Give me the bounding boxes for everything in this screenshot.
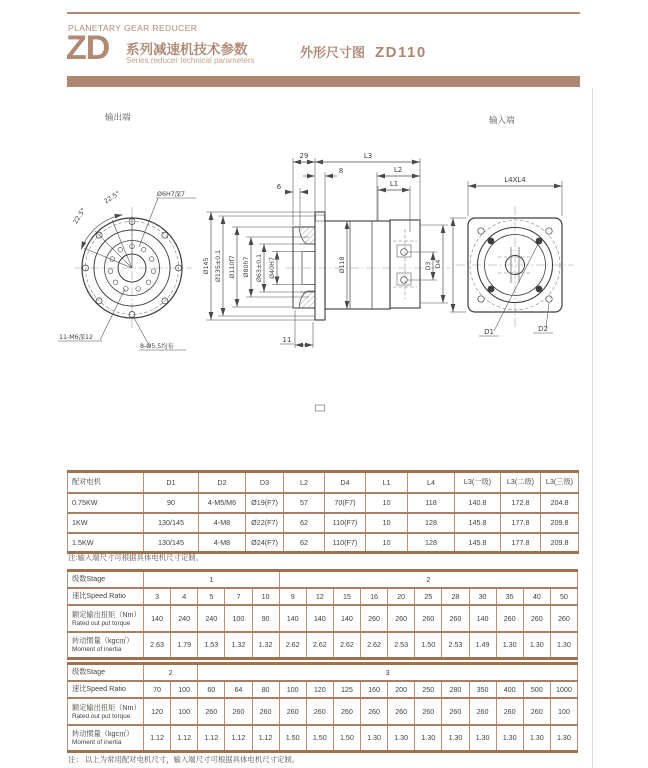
torque-cell: 90 <box>252 605 279 632</box>
ratio-cell: 500 <box>523 681 550 698</box>
ratio-cell: 28 <box>442 588 469 605</box>
ratio-cell: 160 <box>361 681 388 698</box>
table-row <box>68 664 578 681</box>
torque-cell: 260 <box>415 698 442 725</box>
stage-cell: 3 <box>198 664 578 681</box>
inertia-cell: 2.63 <box>144 632 171 659</box>
dim-L2-label: L2 <box>393 166 403 174</box>
table-cell: 4-M8 <box>199 513 246 533</box>
angle-dim-label: 22.5° <box>72 207 88 226</box>
ratio-cell: 100 <box>279 681 306 698</box>
column-header: D1 <box>144 472 199 493</box>
torque-cell: 140 <box>333 605 360 632</box>
table-cell: 130/145 <box>144 533 199 553</box>
inertia-cell: 2.53 <box>388 632 415 659</box>
ratio-cell: 200 <box>388 681 415 698</box>
inertia-cell: 1.12 <box>171 725 198 752</box>
row-label: 级数Stage <box>68 664 144 681</box>
table-cell: 130/145 <box>144 513 199 533</box>
ratio-cell: 400 <box>496 681 523 698</box>
stage-cell: 2 <box>279 571 577 588</box>
inertia-cell: 2.62 <box>306 632 333 659</box>
table-cell: 70(F7) <box>325 493 366 513</box>
column-header: L1 <box>366 472 408 493</box>
inertia-cell: 1.30 <box>388 725 415 752</box>
row-label: 速比Speed Ratio <box>68 681 144 698</box>
table-row <box>68 698 578 725</box>
table-cell: 4-M5/M6 <box>199 493 246 513</box>
table-cell: 204.8 <box>541 493 579 513</box>
column-header: 配对电机 <box>68 472 144 493</box>
table-cell: Ø22(F7) <box>246 513 284 533</box>
dia-label: Ø40H7 <box>269 257 276 279</box>
ratio-cell: 25 <box>415 588 442 605</box>
section-view <box>202 152 450 411</box>
inertia-cell: 1.12 <box>252 725 279 752</box>
table-row <box>68 681 578 698</box>
column-header: L3(二级) <box>501 472 541 493</box>
table-cell: 172.8 <box>501 493 541 513</box>
ratio-cell: 10 <box>252 588 279 605</box>
ratio-cell: 20 <box>388 588 415 605</box>
inertia-cell: 1.50 <box>306 725 333 752</box>
page-title-text: 外形尺寸图 <box>300 45 366 60</box>
output-end-label: 输出端 <box>105 113 131 123</box>
table-cell: 110(F7) <box>325 513 366 533</box>
torque-cell: 100 <box>225 605 252 632</box>
column-header: D4 <box>325 472 366 493</box>
inertia-cell: 1.53 <box>198 632 225 659</box>
table-cell: 177.8 <box>501 533 541 553</box>
dim-L4-label: L4XL4 <box>504 176 526 184</box>
technical-drawing <box>0 95 648 465</box>
table-row <box>68 632 578 659</box>
row-label: 额定输出扭矩（Nm） Rated out put torque <box>68 605 144 632</box>
angle-dim-label: 22.5° <box>103 190 122 206</box>
table-cell: 1.5KW <box>68 533 144 553</box>
table-cell: 62 <box>284 533 325 553</box>
ratio-cell: 30 <box>469 588 496 605</box>
page-title <box>300 42 427 62</box>
torque-cell: 140 <box>306 605 333 632</box>
inertia-cell: 1.30 <box>550 725 577 752</box>
ratio-cell: 12 <box>306 588 333 605</box>
table-cell: 177.8 <box>501 513 541 533</box>
inertia-cell: 2.62 <box>279 632 306 659</box>
torque-cell: 260 <box>333 698 360 725</box>
torque-cell: 260 <box>361 605 388 632</box>
torque-cell: 260 <box>496 605 523 632</box>
top-rule <box>67 12 580 14</box>
torque-cell: 240 <box>198 605 225 632</box>
ratio-cell: 64 <box>225 681 252 698</box>
inertia-cell: 1.30 <box>523 725 550 752</box>
table-cell: 145.8 <box>455 533 501 553</box>
torque-cell: 140 <box>469 605 496 632</box>
performance-table-stage-2-3 <box>67 662 578 753</box>
dia-label: Ø110f7 <box>229 255 236 279</box>
ratio-cell: 5 <box>198 588 225 605</box>
ratio-cell: 35 <box>496 588 523 605</box>
table-row <box>68 605 578 632</box>
column-header: L2 <box>284 472 325 493</box>
torque-cell: 260 <box>442 698 469 725</box>
dim-D2-label: D2 <box>538 325 548 333</box>
thru-holes-label: 8-Ø5.5均布 <box>140 343 174 350</box>
torque-cell: 260 <box>388 698 415 725</box>
dia-label: Ø145 <box>203 257 210 275</box>
ratio-cell: 250 <box>415 681 442 698</box>
inertia-cell: 1.30 <box>415 725 442 752</box>
dia-label: Ø135±0.1 <box>215 249 222 283</box>
torque-cell: 260 <box>469 698 496 725</box>
ratio-cell: 1000 <box>550 681 577 698</box>
table-row <box>68 493 579 513</box>
ratio-cell: 50 <box>550 588 577 605</box>
table-row <box>68 571 578 588</box>
ratio-cell: 80 <box>252 681 279 698</box>
table-cell: 145.8 <box>455 513 501 533</box>
torque-cell: 120 <box>144 698 171 725</box>
torque-cell: 260 <box>523 698 550 725</box>
dim-L1-label: L1 <box>389 180 399 188</box>
row-label: 级数Stage <box>68 571 144 588</box>
table-cell: 0.75KW <box>68 493 144 513</box>
inertia-cell: 1.30 <box>469 725 496 752</box>
dia-label: D4 <box>435 259 442 269</box>
column-header: D3 <box>246 472 284 493</box>
table-cell: 128 <box>408 513 455 533</box>
output-flange-view <box>58 189 196 350</box>
table-cell: 110(F7) <box>325 533 366 553</box>
ratio-cell: 100 <box>171 681 198 698</box>
table-cell: 10 <box>366 533 408 553</box>
torque-cell: 140 <box>279 605 306 632</box>
ratio-cell: 70 <box>144 681 171 698</box>
inertia-cell: 1.30 <box>496 725 523 752</box>
torque-cell: 260 <box>550 605 577 632</box>
inertia-cell: 1.30 <box>496 632 523 659</box>
inertia-cell: 1.79 <box>171 632 198 659</box>
column-header: L3(一级) <box>455 472 501 493</box>
dia-label: Ø80h7 <box>243 256 250 278</box>
ratio-cell: 15 <box>333 588 360 605</box>
table-cell: 1KW <box>68 513 144 533</box>
table-cell: 209.8 <box>541 513 579 533</box>
torque-cell: 260 <box>252 698 279 725</box>
table-cell: 209.8 <box>541 533 579 553</box>
table-cell: 62 <box>284 513 325 533</box>
row-label: 速比Speed Ratio <box>68 588 144 605</box>
dim-11-label: 11 <box>282 336 292 344</box>
inertia-cell: 1.50 <box>415 632 442 659</box>
ratio-cell: 125 <box>333 681 360 698</box>
ratio-cell: 280 <box>442 681 469 698</box>
dia-label: Ø118 <box>339 256 346 274</box>
row-label: 转动惯量（kgc㎡） Moment of inertia <box>68 632 144 659</box>
row-label: 转动惯量（kgc㎡） Moment of inertia <box>68 725 144 752</box>
torque-cell: 260 <box>496 698 523 725</box>
inertia-cell: 2.53 <box>442 632 469 659</box>
ratio-cell: 3 <box>144 588 171 605</box>
dimension-table-note: 注:输入端尺寸可根据具体电机尺寸定制。 <box>68 553 204 562</box>
table-row <box>68 725 578 752</box>
inertia-cell: 1.12 <box>225 725 252 752</box>
table-cell: 10 <box>366 493 408 513</box>
column-header: D2 <box>199 472 246 493</box>
stage-cell: 2 <box>144 664 198 681</box>
inertia-cell: 1.32 <box>225 632 252 659</box>
ratio-cell: 9 <box>279 588 306 605</box>
torque-cell: 260 <box>523 605 550 632</box>
inertia-cell: 1.12 <box>144 725 171 752</box>
inertia-cell: 1.30 <box>361 725 388 752</box>
inertia-cell: 2.62 <box>361 632 388 659</box>
table-cell: 4-M8 <box>199 533 246 553</box>
torque-cell: 260 <box>198 698 225 725</box>
torque-cell: 260 <box>306 698 333 725</box>
torque-cell: 260 <box>415 605 442 632</box>
table-cell: 57 <box>284 493 325 513</box>
inertia-cell: 1.30 <box>523 632 550 659</box>
series-subtitle: Series reducer technical parameters <box>126 56 255 65</box>
ratio-cell: 60 <box>198 681 225 698</box>
footer-note: 注： 以上为常用配对电机尺寸，输入端尺寸可根据具体电机尺寸定制。 <box>68 755 300 764</box>
inertia-cell: 1.30 <box>550 632 577 659</box>
input-end-label: 输入端 <box>489 116 515 126</box>
torque-cell: 260 <box>442 605 469 632</box>
column-header: L4 <box>408 472 455 493</box>
torque-cell: 260 <box>225 698 252 725</box>
table-row <box>68 513 579 533</box>
model-number: ZD110 <box>375 44 427 61</box>
table-cell: Ø19(F7) <box>246 493 284 513</box>
torque-cell: 240 <box>171 605 198 632</box>
torque-cell: 100 <box>550 698 577 725</box>
torque-cell: 140 <box>144 605 171 632</box>
accent-bar <box>67 76 580 87</box>
torque-cell: 100 <box>171 698 198 725</box>
torque-cell: 260 <box>388 605 415 632</box>
series-logo: ZD <box>66 29 110 67</box>
inertia-cell: 1.30 <box>442 725 469 752</box>
table-row <box>68 588 578 605</box>
ratio-cell: 16 <box>361 588 388 605</box>
dim-6-label: 6 <box>276 183 282 191</box>
pin-hole-label: Ø6H7深7 <box>157 191 186 198</box>
inertia-cell: 1.12 <box>198 725 225 752</box>
inertia-cell: 1.49 <box>469 632 496 659</box>
ratio-cell: 120 <box>306 681 333 698</box>
inertia-cell: 1.50 <box>333 725 360 752</box>
performance-table-stage-1-2 <box>67 569 578 660</box>
tap-holes-label: 11-M6深12 <box>59 334 94 341</box>
table-cell: 90 <box>144 493 199 513</box>
input-flange-view <box>450 176 574 336</box>
dim-D1-label: D1 <box>484 328 494 336</box>
table-cell: 140.8 <box>455 493 501 513</box>
dim-29-label: 29 <box>299 152 309 160</box>
row-label: 额定输出扭矩（Nm） Rated out put torque <box>68 698 144 725</box>
inertia-cell: 1.50 <box>279 725 306 752</box>
dimension-table <box>67 470 579 554</box>
table-cell: 10 <box>366 513 408 533</box>
dim-L3-label: L3 <box>363 152 373 160</box>
table-cell: 128 <box>408 533 455 553</box>
eyebrow-title: PLANETARY GEAR REDUCER <box>68 23 198 33</box>
inertia-cell: 2.62 <box>333 632 360 659</box>
torque-cell: 260 <box>279 698 306 725</box>
ratio-cell: 350 <box>469 681 496 698</box>
table-cell: 118 <box>408 493 455 513</box>
ratio-cell: 7 <box>225 588 252 605</box>
table-header-row <box>68 472 579 493</box>
stage-cell: 1 <box>144 571 280 588</box>
ratio-cell: 4 <box>171 588 198 605</box>
table-row <box>68 533 579 553</box>
torque-cell: 260 <box>361 698 388 725</box>
ratio-cell: 40 <box>523 588 550 605</box>
dim-8-label: 8 <box>338 167 344 175</box>
inertia-cell: 1.32 <box>252 632 279 659</box>
column-header: L3(三级) <box>541 472 579 493</box>
dia-label: D3 <box>425 261 432 271</box>
series-title: 系列减速机技术参数 <box>126 42 248 57</box>
table-cell: Ø24(F7) <box>246 533 284 553</box>
dia-label: Ø63±0.1 <box>256 253 263 283</box>
